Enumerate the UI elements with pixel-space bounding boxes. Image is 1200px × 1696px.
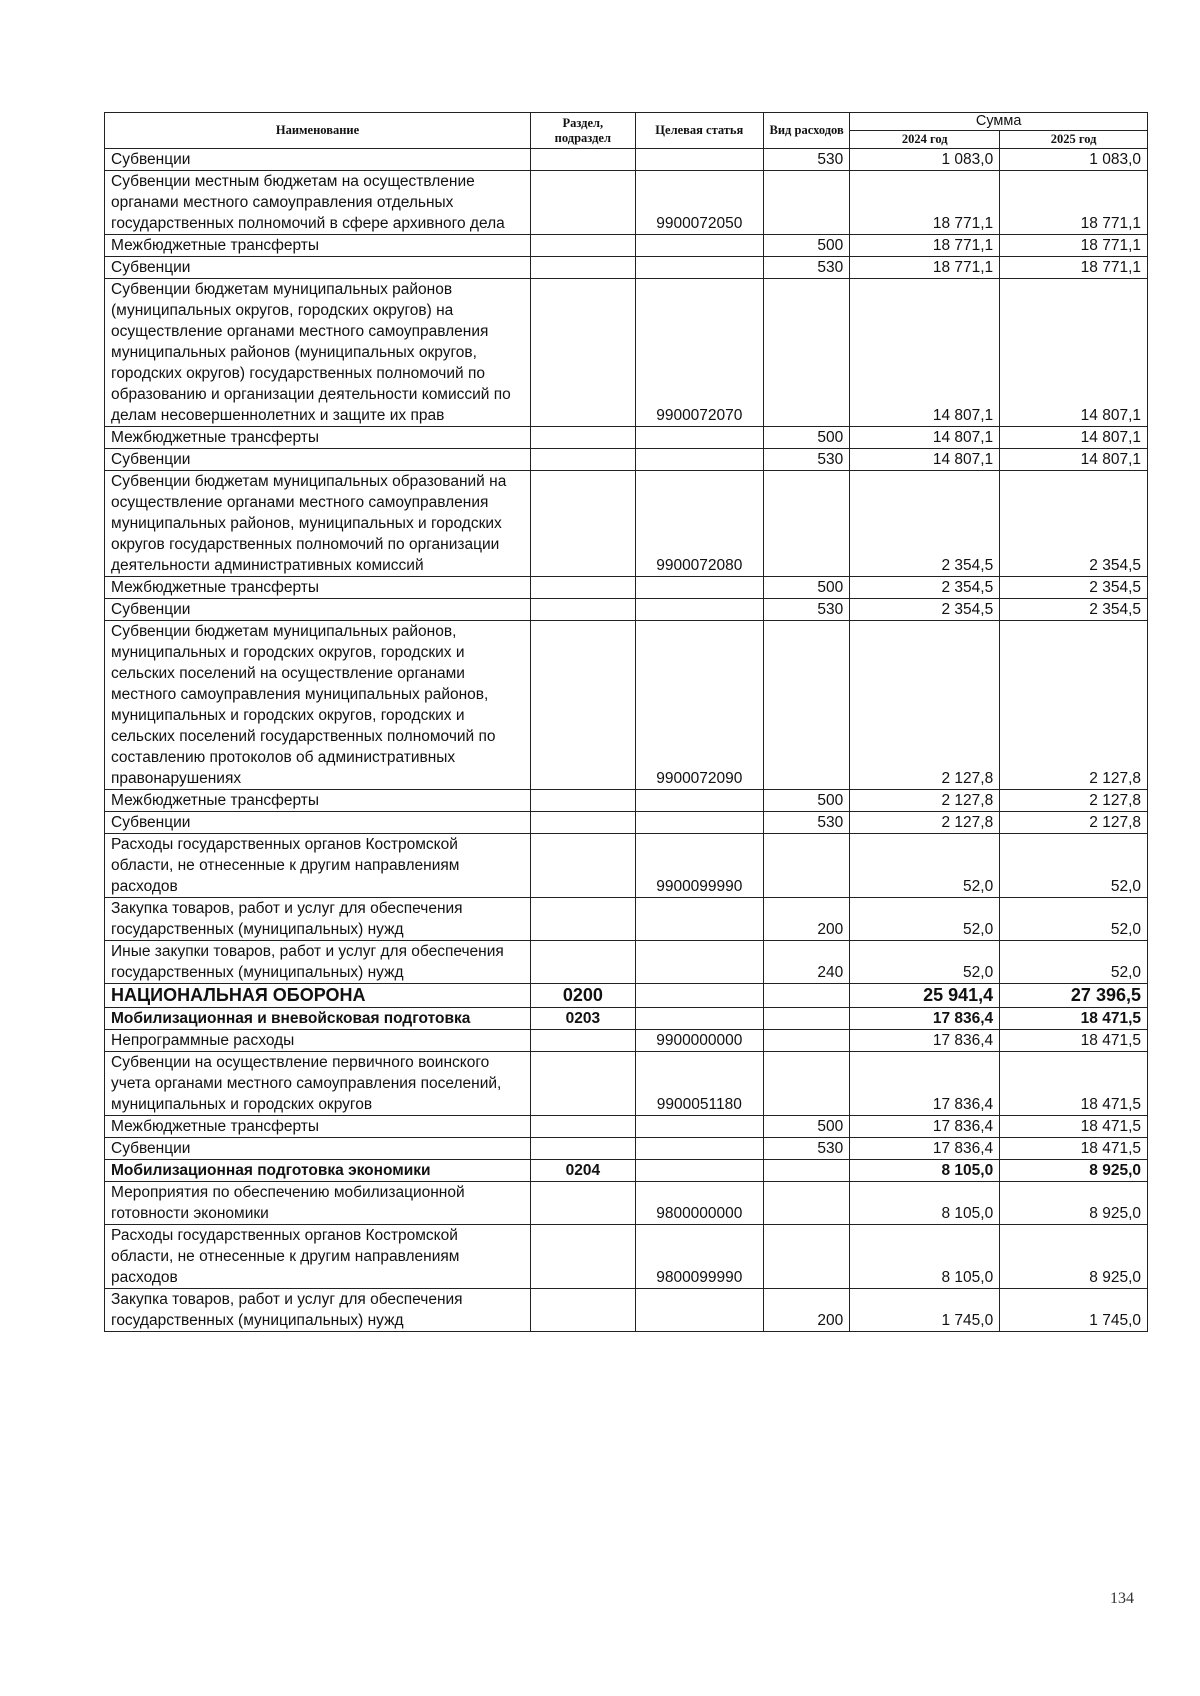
table-row xyxy=(105,1138,1148,1160)
cell-sum-2025: 14 807,1 xyxy=(1000,427,1148,449)
cell-sum-2025: 8 925,0 xyxy=(1000,1225,1148,1289)
cell-sum-2024: 52,0 xyxy=(850,834,1000,898)
cell-type xyxy=(763,1182,849,1225)
cell-section xyxy=(531,235,636,257)
cell-sum-2024: 2 354,5 xyxy=(850,577,1000,599)
cell-type: 500 xyxy=(763,1116,849,1138)
cell-sum-2024: 18 771,1 xyxy=(850,257,1000,279)
cell-sum-2025: 2 354,5 xyxy=(1000,471,1148,577)
table-row xyxy=(105,235,1148,257)
table-body xyxy=(105,149,1148,1332)
table-row xyxy=(105,1182,1148,1225)
cell-name: Субвенции бюджетам муниципальных образований на осуществление органами местного самоуправления муниципальных районов, муниципальных и городских округов государственных полномочий по организации деятельности административных комиссий xyxy=(105,471,531,577)
cell-section xyxy=(531,941,636,984)
cell-sum-2024: 2 354,5 xyxy=(850,599,1000,621)
table-row xyxy=(105,834,1148,898)
cell-name: Закупка товаров, работ и услуг для обеспечения государственных (муниципальных) нужд xyxy=(105,1289,531,1332)
cell-section xyxy=(531,257,636,279)
table-row xyxy=(105,1289,1148,1332)
cell-sum-2025: 52,0 xyxy=(1000,898,1148,941)
cell-name: Расходы государственных органов Костромской области, не отнесенные к другим направлениям расходов xyxy=(105,834,531,898)
header-name: Наименование xyxy=(105,113,531,149)
cell-section xyxy=(531,790,636,812)
cell-target: 9900000000 xyxy=(635,1030,763,1052)
cell-type xyxy=(763,1160,849,1182)
cell-section xyxy=(531,577,636,599)
cell-section xyxy=(531,1116,636,1138)
cell-sum-2025: 52,0 xyxy=(1000,834,1148,898)
table-row xyxy=(105,790,1148,812)
cell-sum-2025: 52,0 xyxy=(1000,941,1148,984)
cell-type xyxy=(763,834,849,898)
cell-sum-2024: 25 941,4 xyxy=(850,984,1000,1008)
cell-section: 0204 xyxy=(531,1160,636,1182)
cell-name: Межбюджетные трансферты xyxy=(105,790,531,812)
cell-sum-2024: 17 836,4 xyxy=(850,1008,1000,1030)
table-row xyxy=(105,812,1148,834)
cell-name: Мероприятия по обеспечению мобилизационной готовности экономики xyxy=(105,1182,531,1225)
cell-section xyxy=(531,171,636,235)
cell-target: 9900072080 xyxy=(635,471,763,577)
cell-target: 9800000000 xyxy=(635,1182,763,1225)
cell-sum-2024: 17 836,4 xyxy=(850,1052,1000,1116)
cell-section: 0203 xyxy=(531,1008,636,1030)
cell-sum-2025: 8 925,0 xyxy=(1000,1182,1148,1225)
cell-type: 530 xyxy=(763,149,849,171)
cell-sum-2025: 18 771,1 xyxy=(1000,171,1148,235)
cell-sum-2025: 2 354,5 xyxy=(1000,599,1148,621)
cell-target xyxy=(635,1138,763,1160)
table-row xyxy=(105,621,1148,790)
cell-section xyxy=(531,898,636,941)
cell-target: 9800099990 xyxy=(635,1225,763,1289)
budget-table xyxy=(104,112,1148,1332)
cell-name: Межбюджетные трансферты xyxy=(105,235,531,257)
table-row xyxy=(105,1008,1148,1030)
cell-sum-2024: 14 807,1 xyxy=(850,449,1000,471)
cell-target xyxy=(635,449,763,471)
cell-type: 530 xyxy=(763,599,849,621)
cell-sum-2024: 1 745,0 xyxy=(850,1289,1000,1332)
cell-section xyxy=(531,1182,636,1225)
cell-sum-2024: 17 836,4 xyxy=(850,1030,1000,1052)
cell-sum-2024: 17 836,4 xyxy=(850,1116,1000,1138)
cell-target xyxy=(635,427,763,449)
cell-name: Межбюджетные трансферты xyxy=(105,577,531,599)
cell-target: 9900051180 xyxy=(635,1052,763,1116)
cell-sum-2025: 2 127,8 xyxy=(1000,790,1148,812)
cell-sum-2024: 17 836,4 xyxy=(850,1138,1000,1160)
cell-target: 9900072050 xyxy=(635,171,763,235)
cell-name: Мобилизационная подготовка экономики xyxy=(105,1160,531,1182)
cell-sum-2025: 2 127,8 xyxy=(1000,812,1148,834)
cell-type xyxy=(763,1052,849,1116)
cell-target: 9900099990 xyxy=(635,834,763,898)
cell-sum-2024: 8 105,0 xyxy=(850,1160,1000,1182)
cell-sum-2024: 1 083,0 xyxy=(850,149,1000,171)
cell-section xyxy=(531,471,636,577)
table-row xyxy=(105,257,1148,279)
cell-name: Субвенции xyxy=(105,1138,531,1160)
cell-sum-2025: 18 771,1 xyxy=(1000,257,1148,279)
cell-type: 500 xyxy=(763,577,849,599)
cell-target xyxy=(635,1008,763,1030)
cell-name: Субвенции xyxy=(105,257,531,279)
cell-sum-2024: 2 127,8 xyxy=(850,790,1000,812)
cell-target xyxy=(635,235,763,257)
cell-sum-2025: 2 127,8 xyxy=(1000,621,1148,790)
cell-sum-2024: 2 127,8 xyxy=(850,621,1000,790)
cell-type: 240 xyxy=(763,941,849,984)
cell-sum-2025: 27 396,5 xyxy=(1000,984,1148,1008)
cell-name: НАЦИОНАЛЬНАЯ ОБОРОНА xyxy=(105,984,531,1008)
cell-name: Межбюджетные трансферты xyxy=(105,1116,531,1138)
cell-sum-2025: 1 745,0 xyxy=(1000,1289,1148,1332)
cell-sum-2025: 18 471,5 xyxy=(1000,1138,1148,1160)
header-section: Раздел, подраздел xyxy=(531,113,636,149)
cell-type: 200 xyxy=(763,898,849,941)
table-row xyxy=(105,1052,1148,1116)
header-target: Целевая статья xyxy=(635,113,763,149)
table-row xyxy=(105,149,1148,171)
cell-type xyxy=(763,279,849,427)
cell-type: 530 xyxy=(763,257,849,279)
cell-type xyxy=(763,1030,849,1052)
cell-name: Субвенции xyxy=(105,449,531,471)
cell-name: Непрограммные расходы xyxy=(105,1030,531,1052)
cell-sum-2025: 18 471,5 xyxy=(1000,1116,1148,1138)
cell-sum-2025: 18 771,1 xyxy=(1000,235,1148,257)
table-row xyxy=(105,1225,1148,1289)
cell-section xyxy=(531,1030,636,1052)
cell-section xyxy=(531,149,636,171)
cell-sum-2024: 14 807,1 xyxy=(850,427,1000,449)
cell-type xyxy=(763,171,849,235)
page-number: 134 xyxy=(1110,1590,1134,1607)
table-row xyxy=(105,1030,1148,1052)
cell-section xyxy=(531,1138,636,1160)
table-row xyxy=(105,279,1148,427)
cell-name: Субвенции бюджетам муниципальных районов, муниципальных и городских округов, городских и сельских поселений на осуществление органами местного самоуправления муниципальных районов, муниципальных и городских округов, городских и сельских поселений государственных полномочий по составлению протоколов об административных правонарушениях xyxy=(105,621,531,790)
cell-type xyxy=(763,1008,849,1030)
cell-section xyxy=(531,834,636,898)
cell-type: 530 xyxy=(763,812,849,834)
cell-target xyxy=(635,790,763,812)
cell-name: Субвенции xyxy=(105,599,531,621)
header-year-2025: 2025 год xyxy=(1000,131,1148,149)
cell-target: 9900072090 xyxy=(635,621,763,790)
cell-section xyxy=(531,1052,636,1116)
cell-sum-2025: 18 471,5 xyxy=(1000,1008,1148,1030)
table-row xyxy=(105,427,1148,449)
cell-sum-2025: 1 083,0 xyxy=(1000,149,1148,171)
table-header xyxy=(105,113,1148,149)
table-row xyxy=(105,449,1148,471)
cell-target xyxy=(635,1116,763,1138)
cell-name: Межбюджетные трансферты xyxy=(105,427,531,449)
cell-name: Расходы государственных органов Костромской области, не отнесенные к другим направлениям расходов xyxy=(105,1225,531,1289)
cell-target xyxy=(635,1160,763,1182)
cell-type: 500 xyxy=(763,235,849,257)
cell-section: 0200 xyxy=(531,984,636,1008)
cell-target xyxy=(635,984,763,1008)
cell-target xyxy=(635,599,763,621)
table-row xyxy=(105,1116,1148,1138)
cell-target xyxy=(635,812,763,834)
cell-name: Субвенции бюджетам муниципальных районов (муниципальных округов, городских округов) на осуществление органами местного самоуправления муниципальных районов (муниципальных округов, городских округов) государственных полномочий по образованию и организации деятельности комиссий по делам несовершеннолетних и защите их прав xyxy=(105,279,531,427)
cell-sum-2024: 52,0 xyxy=(850,898,1000,941)
cell-target xyxy=(635,1289,763,1332)
table-row xyxy=(105,171,1148,235)
cell-name: Мобилизационная и вневойсковая подготовка xyxy=(105,1008,531,1030)
cell-section xyxy=(531,621,636,790)
cell-name: Субвенции xyxy=(105,149,531,171)
cell-section xyxy=(531,812,636,834)
table-row xyxy=(105,599,1148,621)
cell-sum-2025: 18 471,5 xyxy=(1000,1030,1148,1052)
cell-target xyxy=(635,577,763,599)
cell-sum-2024: 8 105,0 xyxy=(850,1225,1000,1289)
cell-sum-2024: 14 807,1 xyxy=(850,279,1000,427)
table-row xyxy=(105,577,1148,599)
cell-section xyxy=(531,427,636,449)
table-row xyxy=(105,471,1148,577)
cell-sum-2025: 14 807,1 xyxy=(1000,279,1148,427)
table-row xyxy=(105,984,1148,1008)
cell-type xyxy=(763,471,849,577)
cell-target xyxy=(635,149,763,171)
cell-section xyxy=(531,279,636,427)
table-row xyxy=(105,941,1148,984)
header-sum: Сумма xyxy=(850,113,1148,131)
cell-type: 530 xyxy=(763,449,849,471)
cell-type: 200 xyxy=(763,1289,849,1332)
cell-sum-2025: 8 925,0 xyxy=(1000,1160,1148,1182)
table-row xyxy=(105,898,1148,941)
cell-sum-2024: 8 105,0 xyxy=(850,1182,1000,1225)
cell-name: Субвенции местным бюджетам на осуществление органами местного самоуправления отдельных государственных полномочий в сфере архивного дела xyxy=(105,171,531,235)
cell-type xyxy=(763,984,849,1008)
cell-sum-2024: 2 127,8 xyxy=(850,812,1000,834)
cell-type: 500 xyxy=(763,427,849,449)
cell-section xyxy=(531,449,636,471)
cell-type: 500 xyxy=(763,790,849,812)
header-type: Вид расходов xyxy=(763,113,849,149)
cell-name: Субвенции на осуществление первичного воинского учета органами местного самоуправления поселений, муниципальных и городских округов xyxy=(105,1052,531,1116)
cell-section xyxy=(531,599,636,621)
cell-name: Закупка товаров, работ и услуг для обеспечения государственных (муниципальных) нужд xyxy=(105,898,531,941)
header-year-2024: 2024 год xyxy=(850,131,1000,149)
cell-sum-2025: 14 807,1 xyxy=(1000,449,1148,471)
cell-name: Субвенции xyxy=(105,812,531,834)
cell-section xyxy=(531,1225,636,1289)
cell-type xyxy=(763,1225,849,1289)
cell-sum-2024: 18 771,1 xyxy=(850,171,1000,235)
cell-sum-2024: 2 354,5 xyxy=(850,471,1000,577)
cell-target xyxy=(635,898,763,941)
cell-sum-2024: 18 771,1 xyxy=(850,235,1000,257)
cell-target: 9900072070 xyxy=(635,279,763,427)
cell-sum-2025: 2 354,5 xyxy=(1000,577,1148,599)
cell-sum-2024: 52,0 xyxy=(850,941,1000,984)
cell-type xyxy=(763,621,849,790)
cell-sum-2025: 18 471,5 xyxy=(1000,1052,1148,1116)
cell-section xyxy=(531,1289,636,1332)
cell-target xyxy=(635,941,763,984)
cell-name: Иные закупки товаров, работ и услуг для обеспечения государственных (муниципальных) нужд xyxy=(105,941,531,984)
table-row xyxy=(105,1160,1148,1182)
cell-target xyxy=(635,257,763,279)
cell-type: 530 xyxy=(763,1138,849,1160)
